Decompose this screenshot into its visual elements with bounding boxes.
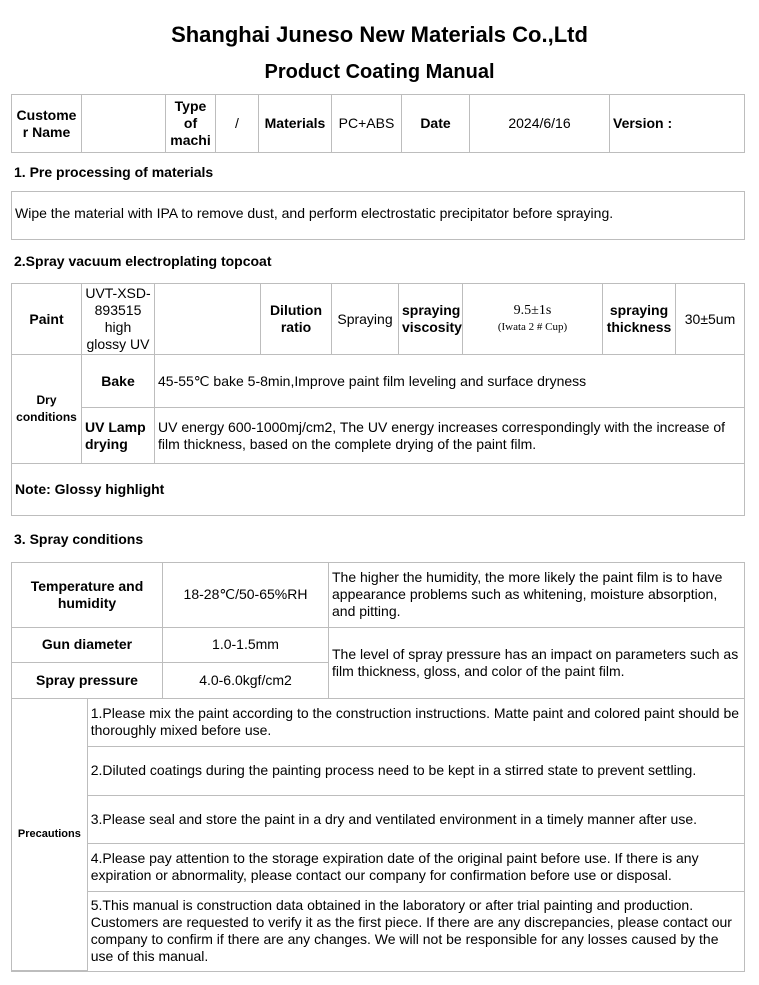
date-label: Date bbox=[402, 95, 470, 152]
section1-text: Wipe the material with IPA to remove dust, and perform electrostatic precipitator before spraying. bbox=[15, 205, 614, 221]
temp-value: 18-28℃/50-65%RH bbox=[163, 563, 329, 627]
bake-label: Bake bbox=[82, 355, 155, 408]
viscosity-label: spraying viscosity bbox=[399, 284, 463, 355]
section3-title: 3. Spray conditions bbox=[14, 531, 144, 547]
precaution-item: 1.Please mix the paint according to the construction instructions. Matte paint and colored paint should be thoroughly mixed before use. bbox=[87, 698, 744, 746]
bake-value: 45-55℃ bake 5-8min,Improve paint film leveling and surface dryness bbox=[155, 355, 745, 408]
version-label: Version : bbox=[610, 95, 745, 152]
type-value: / bbox=[216, 95, 259, 152]
materials-label: Materials bbox=[259, 95, 332, 152]
paint-value: UVT-XSD-893515 high glossy UV bbox=[82, 284, 155, 355]
manual-title: Product Coating Manual bbox=[264, 61, 495, 83]
customer-label: Custome r Name bbox=[12, 95, 82, 152]
type-label: Type of machi bbox=[166, 95, 216, 152]
pressure-note: The level of spray pressure has an impact on parameters such as film thickness, gloss, and color of the paint film. bbox=[329, 627, 745, 698]
note-glossy: Note: Glossy highlight bbox=[12, 464, 744, 516]
gun-value: 1.0-1.5mm bbox=[163, 627, 329, 662]
precaution-item: 2.Diluted coatings during the painting process need to be kept in a stirred state to prevent settling. bbox=[87, 746, 744, 795]
viscosity-value: 9.5±1s bbox=[513, 303, 552, 318]
temp-label: Temperature and humidity bbox=[12, 563, 163, 627]
section2-title: 2.Spray vacuum electroplating topcoat bbox=[14, 253, 272, 269]
gun-label: Gun diameter bbox=[12, 627, 163, 662]
precautions-label: Precautions bbox=[12, 698, 87, 971]
precaution-item: 4.Please pay attention to the storage expiration date of the original paint before use. If there is any expiration or abnormality, please contact our company for confirmation before use or disposal. bbox=[87, 843, 744, 891]
date-value: 2024/6/16 bbox=[470, 95, 610, 152]
dilution-value: Spraying bbox=[332, 284, 399, 355]
viscosity-note: (Iwata 2 # Cup) bbox=[497, 321, 568, 333]
precaution-item: 3.Please seal and store the paint in a dry and ventilated environment in a timely manner after use. bbox=[87, 795, 744, 843]
paint-label: Paint bbox=[12, 284, 82, 355]
temp-note: The higher the humidity, the more likely the paint film is to have appearance problems such as whitening, moisture absorption, and pitting. bbox=[329, 563, 745, 627]
customer-value bbox=[82, 95, 166, 152]
section2-table bbox=[11, 283, 745, 516]
pressure-label: Spray pressure bbox=[12, 662, 163, 698]
company-name: Shanghai Juneso New Materials Co.,Ltd bbox=[171, 22, 588, 47]
thickness-value: 30±5um bbox=[676, 284, 745, 355]
section1-title: 1. Pre processing of materials bbox=[14, 164, 214, 180]
uv-lamp-value: UV energy 600-1000mj/cm2, The UV energy increases correspondingly with the increase of film thickness, based on the complete drying of the paint film. bbox=[155, 408, 745, 464]
header-table bbox=[11, 94, 745, 153]
thickness-label: spraying thickness bbox=[603, 284, 676, 355]
pressure-value: 4.0-6.0kgf/cm2 bbox=[163, 662, 329, 698]
dilution-label: Dilution ratio bbox=[261, 284, 332, 355]
materials-value: PC+ABS bbox=[332, 95, 402, 152]
section3-table bbox=[11, 562, 745, 972]
uv-lamp-label: UV Lamp drying bbox=[82, 408, 155, 464]
dry-conditions-label: Dry conditions bbox=[12, 355, 82, 464]
section1-box bbox=[11, 191, 745, 240]
precaution-item: 5.This manual is construction data obtained in the laboratory or after trial painting and production. Customers are requested to verify it as the first piece. If there are any discrepancies, please contact our company to confirm if there are any changes. We will not be responsible for any losses caused by the use of this manual. bbox=[87, 891, 744, 971]
